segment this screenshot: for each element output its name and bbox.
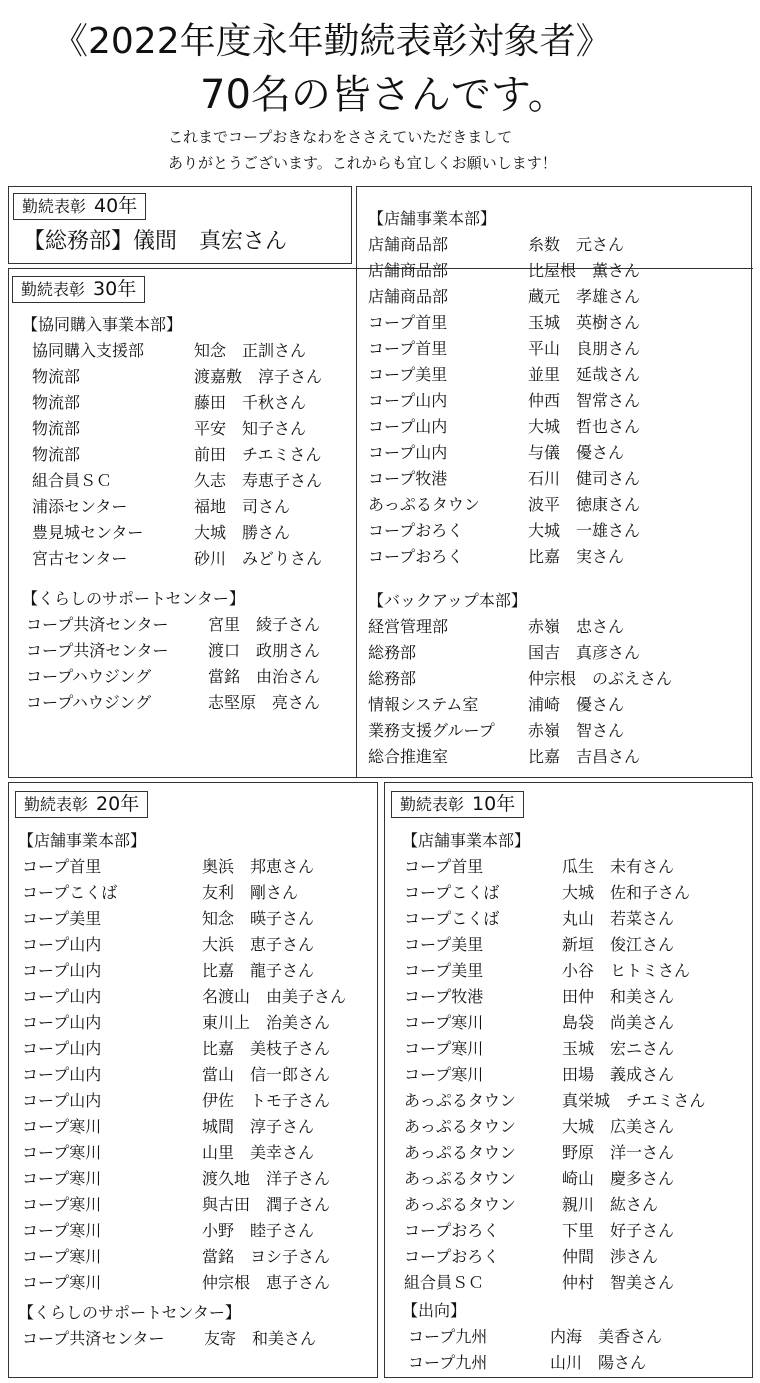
list-item xyxy=(22,638,352,664)
dept-name: コープ牧港 xyxy=(404,987,484,1006)
person-name: 比屋根 薫さん xyxy=(528,261,641,280)
person-name: 渡嘉敷 淳子さん xyxy=(194,367,323,386)
dept-name: コープ山内 xyxy=(22,935,102,954)
person-name: 砂川 みどりさん xyxy=(194,549,323,568)
list-item xyxy=(368,666,748,692)
tag-label: 勤続表彰 xyxy=(21,280,86,299)
dept-name: 組合員ＳＣ xyxy=(32,471,113,490)
dept-name: 総務部 xyxy=(368,643,417,662)
dept-name: コープ首里 xyxy=(368,313,448,332)
person-name: 當銘 ヨシ子さん xyxy=(202,1247,331,1266)
section-heading: 【店舗事業本部】 xyxy=(368,209,497,228)
award-10-list-2 xyxy=(402,1298,750,1376)
dept-name: 総合推進室 xyxy=(368,747,449,766)
dept-name: コープ美里 xyxy=(22,909,102,928)
dept-name: コープおろく xyxy=(404,1221,500,1240)
dept-name: あっぷるタウン xyxy=(404,1195,516,1214)
list-item xyxy=(368,744,748,770)
person-name: 真栄城 チエミさん xyxy=(562,1091,706,1110)
list-item xyxy=(18,1088,374,1114)
person-name: 比嘉 龍子さん xyxy=(202,961,315,980)
person-name: 大城 佐和子さん xyxy=(562,883,691,902)
person-name: 平安 知子さん xyxy=(194,419,307,438)
dept-name: 経営管理部 xyxy=(368,617,449,636)
person-name: 田仲 和美さん xyxy=(562,987,675,1006)
dept-name: コープ寒川 xyxy=(404,1065,484,1084)
list-item xyxy=(368,466,748,492)
dept-name: コープこくば xyxy=(22,883,118,902)
list-item xyxy=(402,1270,750,1296)
dept-name: コープ山内 xyxy=(22,987,102,1006)
dept-name: コープ共済センター xyxy=(26,641,169,660)
person-name: 赤嶺 智さん xyxy=(528,721,625,740)
dept-name: 豊見城センター xyxy=(32,523,144,542)
dept-name: 店舗商品部 xyxy=(368,235,449,254)
person-name: 島袋 尚美さん xyxy=(562,1013,675,1032)
person-name: 仲宗根 恵子さん xyxy=(202,1273,331,1292)
dept-name: コープ首里 xyxy=(22,857,102,876)
list-item xyxy=(18,1244,374,1270)
dept-name: コープ寒川 xyxy=(404,1013,484,1032)
person-name: 赤嶺 忠さん xyxy=(528,617,625,636)
award-20-list-1 xyxy=(18,828,374,1296)
person-name: 丸山 若菜さん xyxy=(562,909,675,928)
dept-name: 組合員ＳＣ xyxy=(404,1273,485,1292)
dept-name: コープ寒川 xyxy=(22,1195,102,1214)
dept-name: コープ山内 xyxy=(22,1091,102,1110)
person-name: 當銘 由治さん xyxy=(208,667,321,686)
dept-name: あっぷるタウン xyxy=(404,1169,516,1188)
dept-name: 宮古センター xyxy=(32,549,128,568)
award-30-list-3 xyxy=(368,206,748,570)
intro-text xyxy=(168,124,557,176)
list-item xyxy=(402,1010,750,1036)
list-item xyxy=(402,1244,750,1270)
person-name: 並里 延哉さん xyxy=(528,365,641,384)
person-name: 久志 寿恵子さん xyxy=(194,471,323,490)
list-item xyxy=(18,880,374,906)
dept-name: コープ寒川 xyxy=(22,1169,102,1188)
dept-name: あっぷるタウン xyxy=(404,1091,516,1110)
tag-years: 30年 xyxy=(93,278,137,300)
person-name: 大城 哲也さん xyxy=(528,417,641,436)
person-name: 前田 チエミさん xyxy=(194,445,322,464)
list-item xyxy=(22,416,352,442)
list-item xyxy=(22,690,352,716)
section-heading: 【出向】 xyxy=(402,1301,467,1320)
list-item xyxy=(402,880,750,906)
section-heading: 【バックアップ本部】 xyxy=(368,591,527,610)
person-name: 知念 正訓さん xyxy=(194,341,307,360)
dept-name: コープ美里 xyxy=(368,365,448,384)
intro-line: これまでコープおきなわをささえていただきまして xyxy=(168,128,513,146)
tag-years: 20年 xyxy=(96,793,140,815)
dept-name: 店舗商品部 xyxy=(368,261,449,280)
list-item xyxy=(22,520,352,546)
dept-name: コープ美里 xyxy=(404,935,484,954)
dept-name: 情報システム室 xyxy=(368,695,479,714)
list-item xyxy=(368,232,748,258)
tag-label: 勤続表彰 xyxy=(24,795,89,814)
tag-label: 勤続表彰 xyxy=(400,795,465,814)
person-name: 玉城 英樹さん xyxy=(528,313,641,332)
person-name: 友利 剛さん xyxy=(202,883,299,902)
dept-name: コープ寒川 xyxy=(22,1247,102,1266)
list-item xyxy=(368,414,748,440)
dept-name: コープ山内 xyxy=(368,417,448,436)
person-name: 小谷 ヒトミさん xyxy=(562,961,691,980)
dept-name: 物流部 xyxy=(32,367,81,386)
list-item xyxy=(368,258,748,284)
dept-name: コープ首里 xyxy=(404,857,484,876)
person-name: 蔵元 孝雄さん xyxy=(528,287,641,306)
dept-name: 浦添センター xyxy=(32,497,128,516)
person-name: 下里 好子さん xyxy=(562,1221,675,1240)
person-name: 名渡山 由美子さん xyxy=(202,987,347,1006)
list-item xyxy=(368,640,748,666)
list-item xyxy=(402,906,750,932)
person-name: 志堅原 亮さん xyxy=(208,693,321,712)
list-item xyxy=(18,1166,374,1192)
dept-name: コープおろく xyxy=(404,1247,500,1266)
list-item xyxy=(22,338,352,364)
list-item xyxy=(368,692,748,718)
person-name: 小野 睦子さん xyxy=(202,1221,315,1240)
dept-name: コープ寒川 xyxy=(404,1039,484,1058)
list-item xyxy=(22,664,352,690)
list-item xyxy=(18,1114,374,1140)
list-item xyxy=(402,1192,750,1218)
dept-name: コープおろく xyxy=(368,521,464,540)
dept-name: コープ山内 xyxy=(22,1039,102,1058)
person-name: 城間 淳子さん xyxy=(202,1117,315,1136)
list-item xyxy=(368,388,748,414)
list-item xyxy=(368,440,748,466)
award-40-entry: 【総務部】儀間 真宏さん xyxy=(23,229,288,254)
dept-name: 店舗商品部 xyxy=(368,287,449,306)
dept-name: コープ牧港 xyxy=(368,469,448,488)
list-item xyxy=(402,854,750,880)
list-item xyxy=(402,1140,750,1166)
section-heading: 【くらしのサポートセンター】 xyxy=(18,1303,241,1322)
list-item xyxy=(368,310,748,336)
person-name: 知念 暎子さん xyxy=(202,909,315,928)
list-item xyxy=(402,1218,750,1244)
list-item xyxy=(368,492,748,518)
person-name: 大城 一雄さん xyxy=(528,521,641,540)
person-name: 親川 紘さん xyxy=(562,1195,659,1214)
person-name: 山里 美幸さん xyxy=(202,1143,315,1162)
person-name: 浦崎 優さん xyxy=(528,695,625,714)
person-name: 仲間 渉さん xyxy=(562,1247,659,1266)
dept-name: コープおろく xyxy=(368,547,464,566)
award-30-list-4 xyxy=(368,588,748,770)
dept-name: あっぷるタウン xyxy=(404,1143,516,1162)
person-name: 渡久地 洋子さん xyxy=(202,1169,331,1188)
award-20-list-2 xyxy=(18,1300,374,1352)
person-name: 山川 陽さん xyxy=(550,1353,647,1372)
person-name: 仲村 智美さん xyxy=(562,1273,675,1292)
list-item xyxy=(402,1062,750,1088)
list-item xyxy=(402,1166,750,1192)
dept-name: コープ寒川 xyxy=(22,1221,102,1240)
person-name: 崎山 慶多さん xyxy=(562,1169,675,1188)
dept-name: あっぷるタウン xyxy=(404,1117,516,1136)
dept-name: コープ寒川 xyxy=(22,1143,102,1162)
dept-name: 業務支援グループ xyxy=(368,721,495,740)
section-heading: 【店舗事業本部】 xyxy=(18,831,147,850)
dept-name: コープ寒川 xyxy=(22,1117,102,1136)
person-name: 比嘉 実さん xyxy=(528,547,625,566)
dept-name: コープこくば xyxy=(404,909,500,928)
person-name: 宮里 綾子さん xyxy=(208,615,321,634)
person-name: 瓜生 未有さん xyxy=(562,857,675,876)
award-20-tag xyxy=(15,791,148,818)
person-name: 友寄 和美さん xyxy=(204,1329,317,1348)
dept-name: コープ寒川 xyxy=(22,1273,102,1292)
list-item xyxy=(368,362,748,388)
list-item xyxy=(18,1192,374,1218)
dept-name: コープ山内 xyxy=(22,961,102,980)
dept-name: コープ共済センター xyxy=(26,615,169,634)
list-item xyxy=(18,958,374,984)
dept-name: コープハウジング xyxy=(26,693,152,712)
page-title: 《2022年度永年勤続表彰対象者》 xyxy=(52,21,612,62)
list-item xyxy=(368,336,748,362)
list-item xyxy=(18,906,374,932)
list-item xyxy=(22,364,352,390)
list-item xyxy=(18,1270,374,1296)
person-name: 比嘉 吉昌さん xyxy=(528,747,641,766)
person-name: 平山 良朋さん xyxy=(528,339,641,358)
person-name: 波平 徳康さん xyxy=(528,495,641,514)
person-name: 東川上 治美さん xyxy=(202,1013,331,1032)
list-item xyxy=(18,1010,374,1036)
list-item xyxy=(18,1036,374,1062)
award-30-list-2 xyxy=(22,586,352,716)
dept-name: コープ山内 xyxy=(368,391,448,410)
dept-name: コープ九州 xyxy=(408,1327,488,1346)
person-name: 福地 司さん xyxy=(194,497,291,516)
page-subtitle: 70名の皆さんです。 xyxy=(200,72,568,118)
dept-name: 物流部 xyxy=(32,393,81,412)
list-item xyxy=(402,1036,750,1062)
award-10-tag xyxy=(391,791,524,818)
list-item xyxy=(22,390,352,416)
person-name: 仲宗根 のぶえさん xyxy=(528,669,673,688)
list-item xyxy=(402,1114,750,1140)
tag-years: 10年 xyxy=(472,793,516,815)
list-item xyxy=(368,518,748,544)
person-name: 糸数 元さん xyxy=(528,235,625,254)
list-item xyxy=(402,958,750,984)
person-name: 玉城 宏ニさん xyxy=(562,1039,675,1058)
list-item xyxy=(368,718,748,744)
tag-years: 40年 xyxy=(94,195,138,217)
list-item xyxy=(22,546,352,572)
dept-name: コープ美里 xyxy=(404,961,484,980)
intro-line: ありがとうございます。これからも宜しくお願いします！ xyxy=(168,154,557,172)
section-heading: 【協同購入事業本部】 xyxy=(22,315,183,334)
person-name: 與古田 潤子さん xyxy=(202,1195,331,1214)
person-name: 仲西 智常さん xyxy=(528,391,641,410)
dept-name: 物流部 xyxy=(32,419,81,438)
list-item xyxy=(402,1088,750,1114)
person-name: 藤田 千秋さん xyxy=(194,393,307,412)
person-name: 田場 義成さん xyxy=(562,1065,675,1084)
list-item xyxy=(18,984,374,1010)
list-item xyxy=(22,442,352,468)
list-item xyxy=(368,544,748,570)
list-item xyxy=(22,612,352,638)
section-heading: 【くらしのサポートセンター】 xyxy=(22,589,245,608)
person-name: 内海 美香さん xyxy=(550,1327,663,1346)
list-item xyxy=(18,1062,374,1088)
award-30-list-1 xyxy=(22,312,352,572)
person-name: 大城 勝さん xyxy=(194,523,291,542)
list-item xyxy=(22,468,352,494)
dept-name: コープこくば xyxy=(404,883,500,902)
list-item xyxy=(18,1140,374,1166)
list-item xyxy=(22,494,352,520)
person-name: 奥浜 邦恵さん xyxy=(202,857,315,876)
person-name: 伊佐 トモ子さん xyxy=(202,1091,331,1110)
dept-name: コープ山内 xyxy=(22,1013,102,1032)
list-item xyxy=(368,614,748,640)
person-name: 渡口 政朋さん xyxy=(208,641,321,660)
list-item xyxy=(368,284,748,310)
dept-name: 物流部 xyxy=(32,445,81,464)
dept-name: コープ共済センター xyxy=(22,1329,165,1348)
award-30-tag xyxy=(12,276,145,303)
list-item xyxy=(402,984,750,1010)
dept-name: コープ山内 xyxy=(368,443,448,462)
list-item xyxy=(18,932,374,958)
dept-name: コープ首里 xyxy=(368,339,448,358)
dept-name: コープ山内 xyxy=(22,1065,102,1084)
list-item xyxy=(18,1218,374,1244)
list-item xyxy=(402,932,750,958)
dept-name: 協同購入支援部 xyxy=(32,341,145,360)
list-item xyxy=(18,1326,374,1352)
list-item xyxy=(402,1324,750,1350)
award-10-list-1 xyxy=(402,828,750,1296)
tag-label: 勤続表彰 xyxy=(22,197,87,216)
dept-name: コープハウジング xyxy=(26,667,152,686)
person-name: 大浜 恵子さん xyxy=(202,935,315,954)
dept-name: コープ九州 xyxy=(408,1353,488,1372)
person-name: 新垣 俊江さん xyxy=(562,935,675,954)
dept-name: あっぷるタウン xyxy=(368,495,480,514)
person-name: 當山 信一郎さん xyxy=(202,1065,331,1084)
person-name: 与儀 優さん xyxy=(528,443,625,462)
person-name: 野原 洋一さん xyxy=(562,1143,675,1162)
person-name: 大城 広美さん xyxy=(562,1117,675,1136)
list-item xyxy=(18,854,374,880)
list-item xyxy=(402,1350,750,1376)
person-name: 石川 健司さん xyxy=(528,469,641,488)
person-name: 比嘉 美枝子さん xyxy=(202,1039,331,1058)
dept-name: 総務部 xyxy=(368,669,417,688)
person-name: 国吉 真彦さん xyxy=(528,643,641,662)
section-heading: 【店舗事業本部】 xyxy=(402,831,531,850)
